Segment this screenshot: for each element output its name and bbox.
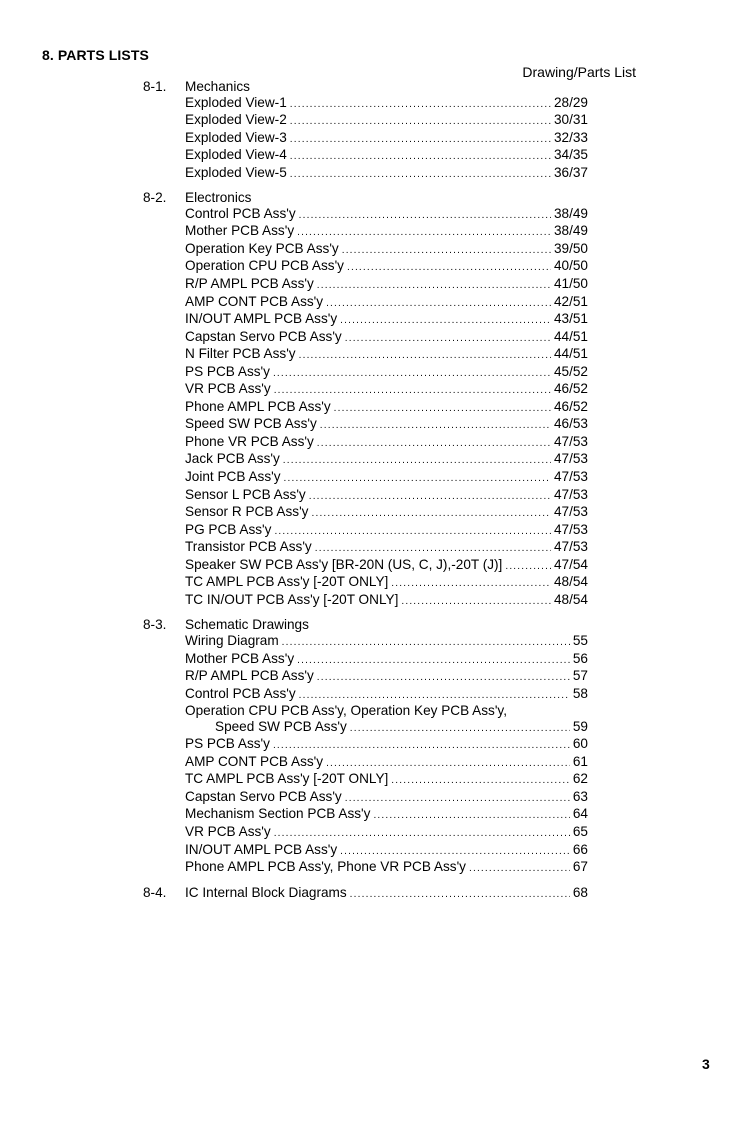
dot-leader xyxy=(469,861,570,877)
toc-entry xyxy=(185,754,588,772)
dot-leader xyxy=(345,791,570,807)
dot-leader xyxy=(299,208,551,224)
entry-page: 43/51 xyxy=(553,311,588,327)
entry-title: TC AMPL PCB Ass'y [-20T ONLY] xyxy=(185,771,389,787)
entry-page: 55 xyxy=(572,632,588,648)
entry-title: Operation CPU PCB Ass'y xyxy=(185,258,344,274)
entry-title: Exploded View-1 xyxy=(185,94,287,110)
toc-entry xyxy=(185,806,588,824)
entry-title: R/P AMPL PCB Ass'y xyxy=(185,668,314,684)
toc-entry xyxy=(185,736,588,754)
entry-page: 56 xyxy=(572,650,588,666)
entry-title: TC AMPL PCB Ass'y [-20T ONLY] xyxy=(185,574,389,590)
entry-page: 47/53 xyxy=(553,504,588,520)
entry-page: 48/54 xyxy=(553,591,588,607)
entry-title: Phone VR PCB Ass'y xyxy=(185,433,314,449)
entry-title: Sensor R PCB Ass'y xyxy=(185,504,309,520)
entry-page: 36/37 xyxy=(553,164,588,180)
dot-leader xyxy=(297,653,570,669)
toc-entry xyxy=(185,223,588,241)
entry-page: 68 xyxy=(572,884,588,900)
dot-leader xyxy=(347,260,551,276)
entry-page: 67 xyxy=(572,859,588,875)
dot-leader xyxy=(299,688,570,704)
entry-title: PS PCB Ass'y xyxy=(185,736,270,752)
dot-leader xyxy=(505,559,551,575)
entry-title: Mother PCB Ass'y xyxy=(185,223,295,239)
toc-entry xyxy=(185,789,588,807)
dot-leader xyxy=(340,844,570,860)
entry-page: 41/50 xyxy=(553,276,588,292)
toc-entry xyxy=(185,294,588,312)
entry-page: 47/53 xyxy=(553,433,588,449)
entry-page: 47/53 xyxy=(553,486,588,502)
entry-page: 48/54 xyxy=(553,574,588,590)
page-title: 8. PARTS LISTS xyxy=(42,47,149,63)
entry-title: TC IN/OUT PCB Ass'y [-20T ONLY] xyxy=(185,591,399,607)
toc-entry xyxy=(185,112,588,130)
entry-title: Exploded View-3 xyxy=(185,129,287,145)
entry-title: Speed SW PCB Ass'y xyxy=(185,416,317,432)
entry-title: Control PCB Ass'y xyxy=(185,205,296,221)
entry-title: Capstan Servo PCB Ass'y xyxy=(185,788,342,804)
section-title: Electronics xyxy=(185,190,252,206)
entry-title: Exploded View-4 xyxy=(185,147,287,163)
toc-section xyxy=(0,617,746,876)
entry-page: 60 xyxy=(572,736,588,752)
entry-page: 42/51 xyxy=(553,293,588,309)
section-number: 8-2. xyxy=(143,190,167,206)
entry-title: R/P AMPL PCB Ass'y xyxy=(185,276,314,292)
entry-title: IN/OUT AMPL PCB Ass'y xyxy=(185,311,338,327)
dot-leader xyxy=(342,243,551,259)
toc-entry xyxy=(185,276,588,294)
toc-entry xyxy=(185,258,588,276)
entry-title: PS PCB Ass'y xyxy=(185,363,270,379)
entry-title: AMP CONT PCB Ass'y xyxy=(185,293,324,309)
section-number: 8-4. xyxy=(143,884,167,900)
dot-leader xyxy=(290,132,551,148)
entry-title: IN/OUT AMPL PCB Ass'y xyxy=(185,841,338,857)
toc-entry xyxy=(185,469,588,487)
toc-entry xyxy=(185,311,588,329)
section-title: Mechanics xyxy=(185,79,250,94)
toc-entry xyxy=(185,147,588,165)
dot-leader xyxy=(317,278,551,294)
entry-page: 46/53 xyxy=(553,416,588,432)
entry-page: 46/52 xyxy=(553,381,588,397)
toc-entry xyxy=(185,487,588,505)
entry-page: 59 xyxy=(572,718,588,734)
dot-leader xyxy=(274,826,570,842)
toc-entry xyxy=(185,451,588,469)
entry-page: 39/50 xyxy=(553,240,588,256)
dot-leader xyxy=(309,489,551,505)
dot-leader xyxy=(317,436,551,452)
section-number: 8-3. xyxy=(143,617,167,633)
entry-page: 38/49 xyxy=(553,223,588,239)
toc-entry xyxy=(185,557,588,575)
entry-title: VR PCB Ass'y xyxy=(185,381,271,397)
entry-title: Joint PCB Ass'y xyxy=(185,469,281,485)
entry-page: 45/52 xyxy=(553,363,588,379)
dot-leader xyxy=(320,418,551,434)
dot-leader xyxy=(345,331,551,347)
toc-entry xyxy=(185,381,588,399)
toc-entry xyxy=(185,668,588,686)
entry-page: 28/29 xyxy=(553,94,588,110)
dot-leader xyxy=(290,114,551,130)
column-heading: Drawing/Parts List xyxy=(522,64,636,80)
toc-entry xyxy=(185,859,588,877)
toc-entry xyxy=(185,504,588,522)
entry-title: VR PCB Ass'y xyxy=(185,823,271,839)
toc-entry xyxy=(185,651,588,669)
toc-entry xyxy=(185,329,588,347)
toc-entry xyxy=(185,842,588,860)
dot-leader xyxy=(283,453,551,469)
toc-entry xyxy=(185,592,588,610)
dot-leader xyxy=(290,97,551,113)
dot-leader xyxy=(311,506,550,522)
toc-entry xyxy=(185,241,588,259)
toc-entry xyxy=(185,824,588,842)
entry-page: 62 xyxy=(572,771,588,787)
entry-page: 57 xyxy=(572,668,588,684)
toc-entry xyxy=(185,364,588,382)
entry-page: 58 xyxy=(572,685,588,701)
toc-entry xyxy=(185,346,588,364)
toc-entry xyxy=(185,686,588,704)
toc-entry xyxy=(185,771,588,789)
section-title: Schematic Drawings xyxy=(185,617,309,633)
entry-title: Wiring Diagram xyxy=(185,632,279,648)
entry-title: Transistor PCB Ass'y xyxy=(185,539,312,555)
toc-entry xyxy=(185,522,588,540)
toc-entry xyxy=(185,885,588,903)
toc-entry-continuation xyxy=(215,719,588,737)
entry-page: 66 xyxy=(572,841,588,857)
entry-title: Operation CPU PCB Ass'y, Operation Key PCB Ass'y, xyxy=(185,703,508,719)
toc-entry xyxy=(185,434,588,452)
entry-page: 44/51 xyxy=(553,346,588,362)
entry-title: AMP CONT PCB Ass'y xyxy=(185,753,324,769)
dot-leader xyxy=(315,541,551,557)
entry-title: Mother PCB Ass'y xyxy=(185,650,295,666)
dot-leader xyxy=(350,887,570,903)
entry-title-continuation: Speed SW PCB Ass'y xyxy=(215,718,347,734)
toc-entry xyxy=(185,130,588,148)
entry-title: Jack PCB Ass'y xyxy=(185,451,280,467)
dot-leader xyxy=(290,167,551,183)
dot-leader xyxy=(282,635,570,651)
entry-title: N Filter PCB Ass'y xyxy=(185,346,296,362)
entry-title: IC Internal Block Diagrams xyxy=(185,884,347,900)
toc-entry xyxy=(185,539,588,557)
dot-leader xyxy=(350,721,570,737)
entry-page: 38/49 xyxy=(553,205,588,221)
entry-page: 30/31 xyxy=(553,112,588,128)
toc-entry xyxy=(185,399,588,417)
entry-page: 34/35 xyxy=(553,147,588,163)
dot-leader xyxy=(297,225,551,241)
dot-leader xyxy=(391,773,570,789)
entry-title: Phone AMPL PCB Ass'y xyxy=(185,398,331,414)
toc-entry xyxy=(185,703,746,719)
toc-entry xyxy=(185,206,588,224)
dot-leader xyxy=(391,576,551,592)
entry-page: 46/52 xyxy=(553,398,588,414)
dot-leader xyxy=(273,366,551,382)
dot-leader xyxy=(326,296,551,312)
entry-page: 40/50 xyxy=(553,258,588,274)
entry-title: Speaker SW PCB Ass'y [BR-20N (US, C, J),-20T (J)] xyxy=(185,556,503,572)
dot-leader xyxy=(334,401,551,417)
entry-title: PG PCB Ass'y xyxy=(185,521,272,537)
dot-leader xyxy=(274,524,551,540)
toc-entry xyxy=(185,574,588,592)
entry-title: Capstan Servo PCB Ass'y xyxy=(185,328,342,344)
dot-leader xyxy=(273,738,570,754)
dot-leader xyxy=(373,808,569,824)
dot-leader xyxy=(284,471,551,487)
toc-entry xyxy=(185,95,588,113)
entry-page: 44/51 xyxy=(553,328,588,344)
toc-entry xyxy=(185,416,588,434)
dot-leader xyxy=(326,756,570,772)
entry-page: 47/54 xyxy=(553,556,588,572)
dot-leader xyxy=(290,149,551,165)
entry-page: 47/53 xyxy=(553,521,588,537)
dot-leader xyxy=(317,670,570,686)
toc-section xyxy=(0,190,746,609)
entry-title: Exploded View-2 xyxy=(185,112,287,128)
entry-page: 63 xyxy=(572,788,588,804)
toc-section xyxy=(0,79,746,182)
toc-entry xyxy=(185,633,588,651)
toc-section xyxy=(0,885,746,903)
entry-page: 47/53 xyxy=(553,469,588,485)
table-of-contents xyxy=(0,79,746,902)
section-number: 8-1. xyxy=(143,79,167,94)
entry-page: 47/53 xyxy=(553,451,588,467)
entry-page: 61 xyxy=(572,753,588,769)
entry-title: Sensor L PCB Ass'y xyxy=(185,486,306,502)
entry-page: 32/33 xyxy=(553,129,588,145)
entry-title: Operation Key PCB Ass'y xyxy=(185,240,339,256)
dot-leader xyxy=(274,383,551,399)
entry-page: 47/53 xyxy=(553,539,588,555)
entry-title: Mechanism Section PCB Ass'y xyxy=(185,806,371,822)
dot-leader xyxy=(401,594,551,610)
entry-page: 65 xyxy=(572,823,588,839)
entry-page: 64 xyxy=(572,806,588,822)
page-number: 3 xyxy=(702,1056,710,1072)
entry-title: Phone AMPL PCB Ass'y, Phone VR PCB Ass'y xyxy=(185,859,466,875)
entry-title: Exploded View-5 xyxy=(185,164,287,180)
entry-title: Control PCB Ass'y xyxy=(185,685,296,701)
dot-leader xyxy=(340,313,551,329)
dot-leader xyxy=(299,348,551,364)
toc-entry xyxy=(185,165,588,183)
